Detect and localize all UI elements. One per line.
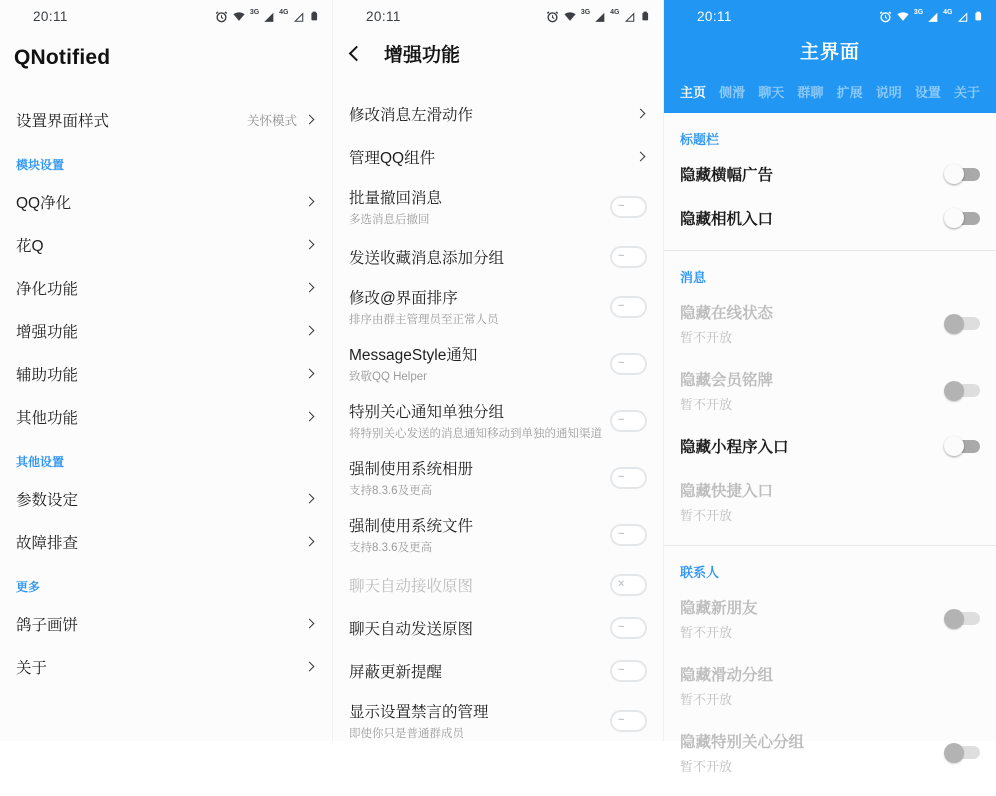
row-sublabel: 支持8.3.6及更高 [349,485,433,497]
row-text [349,400,602,441]
signal-sim1-icon [924,9,939,23]
row-text [349,574,473,596]
battery-icon [309,9,320,23]
screen-enhanced-features [332,0,664,741]
row-label: MessageStyle通知 [349,347,478,364]
row-right [306,327,316,334]
row-label: 隐藏相机入口 [680,211,774,228]
tab-主页[interactable]: 主页 [680,85,707,100]
row-label: 隐藏小程序入口 [680,439,789,456]
row-text [680,435,789,457]
row-text [680,163,773,185]
screen-qnotified-main [0,0,332,741]
row-label: 其他功能 [16,409,79,427]
status-bar [0,0,332,30]
row-label: 修改消息左滑动作 [349,106,474,124]
row-label: 参数设定 [16,491,79,509]
row-label: 特别关心通知单独分组 [349,404,505,421]
row-text [349,660,442,682]
row-label: 显示设置禁言的管理 [349,704,489,721]
tab-群聊[interactable]: 群聊 [797,85,824,100]
row-sublabel: 支持8.3.6及更高 [349,542,433,554]
menu-row[interactable] [0,520,332,563]
section-header: 模块设置 [16,158,65,172]
row-label: 花Q [16,237,44,255]
status-time: 20:11 [366,8,401,24]
blue-header [664,0,996,113]
settings-row[interactable] [664,652,996,719]
signal-sim2-icon [621,9,636,23]
chevron-right-icon [305,412,315,422]
spacer [333,76,663,92]
feature-row[interactable] [333,278,663,335]
feature-row[interactable] [333,392,663,449]
menu-row[interactable] [0,180,332,223]
tab-扩展[interactable]: 扩展 [836,85,863,100]
menu-row[interactable] [0,266,332,309]
row-label: 隐藏快捷入口 [680,483,774,500]
screen-main-ui-settings [664,0,996,774]
section-header: 标题栏 [680,132,720,147]
chevron-right-icon [305,283,315,293]
wifi-icon [232,10,246,23]
status-time: 20:11 [697,8,732,24]
row-label: 聊天自动接收原图 [349,577,474,595]
alarm-icon [215,10,228,23]
row-right [306,413,316,420]
feature-row[interactable] [333,449,663,506]
row-right [306,620,316,627]
row-label: 屏蔽更新提醒 [349,663,443,681]
row-label: 隐藏滑动分组 [680,667,774,684]
feature-row[interactable] [333,506,663,563]
signal-sim1-icon [260,9,275,23]
toggle-switch[interactable]: − [610,246,647,268]
toggle-switch[interactable]: − [610,296,647,318]
toggle-switch[interactable]: − [610,524,647,546]
status-icons [215,9,319,23]
section-header: 更多 [16,580,41,594]
row-sublabel: 暂不开放 [680,508,733,523]
row-right [306,663,316,670]
row-label: 强制使用系统文件 [349,518,474,535]
row-sublabel: 暂不开放 [680,330,733,345]
row-label: 隐藏在线状态 [680,305,774,322]
toggle-thumb [944,381,964,401]
toggle-switch[interactable] [944,164,980,184]
tab-关于[interactable]: 关于 [953,85,980,100]
settings-section [664,546,996,796]
row-right [306,495,316,502]
back-icon[interactable] [349,45,365,61]
menu-row[interactable] [0,223,332,266]
alarm-icon [879,10,892,23]
row-label: 聊天自动发送原图 [349,620,474,638]
row-label: 隐藏会员铭牌 [680,372,774,389]
toggle-switch[interactable]: − [610,617,647,639]
row-text [680,479,773,524]
chevron-right-icon [305,326,315,336]
page-title: 主界面 [799,42,860,63]
row-label: 修改@界面排序 [349,290,458,307]
row-right [247,111,316,129]
row-right [306,241,316,248]
feature-row[interactable] [333,606,663,649]
settings-row[interactable] [664,196,996,240]
status-icons [546,9,650,23]
row-sublabel: 暂不开放 [680,759,733,774]
menu-row[interactable] [0,645,332,688]
tab-设置[interactable]: 设置 [914,85,941,100]
row-label: 增强功能 [16,323,79,341]
row-text [349,457,473,498]
feature-row[interactable] [333,178,663,235]
tab-说明[interactable]: 说明 [875,85,902,100]
toggle-thumb [944,743,964,763]
menu-row[interactable] [0,352,332,395]
feature-row[interactable] [333,92,663,135]
toggle-switch[interactable] [944,381,980,401]
status-icons [879,9,983,23]
signal-sim1-badge: 3G [913,9,924,16]
signal-sim2-icon [290,9,305,23]
wifi-icon [563,10,577,23]
chevron-right-icon [305,619,315,629]
toggle-switch[interactable] [944,436,980,456]
row-label: 关于 [16,659,48,677]
row-text [680,368,773,413]
battery-icon [973,9,984,23]
settings-row[interactable] [664,357,996,424]
feature-row[interactable] [333,335,663,392]
nav-header [333,30,663,76]
status-bar [664,0,996,30]
menu-row[interactable] [0,309,332,352]
signal-sim2-badge: 4G [943,9,953,16]
row-label: 净化功能 [16,280,79,298]
page-title: 增强功能 [384,44,461,66]
settings-row[interactable] [664,585,996,652]
row-value: 关怀模式 [246,113,297,128]
row-label: 隐藏横幅广告 [680,167,774,184]
row-sublabel: 即使你只是普通群成员 [349,728,464,740]
section-header: 消息 [680,270,707,285]
row-label: 发送收藏消息添加分组 [349,249,505,267]
alarm-icon [546,10,559,23]
section-header: 联系人 [680,565,720,580]
toggle-switch[interactable] [944,743,980,763]
chevron-right-icon [305,369,315,379]
toggle-switch[interactable]: − [610,467,647,489]
row-sublabel: 暂不开放 [680,625,733,640]
feature-row[interactable] [333,235,663,278]
settings-row[interactable] [664,719,996,786]
toggle-thumb [944,164,964,184]
menu-row[interactable] [0,477,332,520]
toggle-switch[interactable] [944,208,980,228]
row-label: 隐藏特别关心分组 [680,734,805,751]
menu-row[interactable] [0,602,332,645]
row-label: 强制使用系统相册 [349,461,474,478]
row-sublabel: 将特别关心发送的消息通知移动到单独的通知渠道 [349,428,602,440]
settings-row[interactable] [664,424,996,468]
row-label: 管理QQ组件 [349,149,436,167]
feature-row[interactable] [333,563,663,606]
row-sublabel: 暂不开放 [680,397,733,412]
chevron-right-icon [305,494,315,504]
toggle-thumb [944,436,964,456]
chevron-right-icon [305,197,315,207]
toggle-switch[interactable]: × [610,574,647,596]
toggle-switch[interactable]: − [610,710,647,732]
row-label: 辅助功能 [16,366,79,384]
row-right [306,284,316,291]
menu-row[interactable] [0,395,332,438]
signal-sim1-badge: 3G [249,9,260,16]
row-text [349,514,473,555]
tab-聊天[interactable]: 聊天 [758,85,785,100]
row-sublabel: 排序由群主管理员至正常人员 [349,314,499,326]
chevron-right-icon [636,152,646,162]
settings-row-ui-style[interactable] [0,98,332,141]
toggle-thumb [944,314,964,334]
tab-bar [664,74,996,103]
tab-侧滑[interactable]: 侧滑 [719,85,746,100]
signal-sim2-badge: 4G [610,9,620,16]
row-sublabel: 致敬QQ Helper [349,371,427,383]
row-sublabel: 多选消息后撤回 [349,214,430,226]
battery-icon [640,9,651,23]
row-text [680,730,804,775]
toggle-thumb [944,208,964,228]
toggle-switch[interactable]: − [610,410,647,432]
row-right [306,538,316,545]
row-text [680,301,773,346]
toggle-switch[interactable] [944,314,980,334]
row-text [349,103,473,125]
status-bar [333,0,663,30]
row-text [349,617,473,639]
chevron-right-icon [305,537,315,547]
row-label: QQ净化 [16,194,72,212]
app-title: QNotified [14,46,111,69]
chevron-right-icon [305,240,315,250]
wifi-icon [896,10,910,23]
settings-row[interactable] [664,290,996,357]
row-text [349,146,435,168]
signal-sim1-icon [591,9,606,23]
row-label: 隐藏新朋友 [680,600,758,617]
row-text [349,286,499,327]
toggle-switch[interactable]: − [610,353,647,375]
toggle-switch[interactable] [944,609,980,629]
row-label: 批量撤回消息 [349,190,443,207]
row-sublabel: 暂不开放 [680,692,733,707]
row-right [306,370,316,377]
row-text [680,663,773,708]
signal-sim2-badge: 4G [279,9,289,16]
settings-section [664,251,996,546]
row-label: 故障排查 [16,534,79,552]
toggle-thumb [944,609,964,629]
chevron-right-icon [305,662,315,672]
feature-row[interactable] [333,692,663,749]
signal-sim1-badge: 3G [580,9,591,16]
spacer [0,76,332,98]
row-text [349,700,489,741]
row-text [349,246,504,268]
signal-sim2-icon [954,9,969,23]
row-label: 鸽子画饼 [16,616,79,634]
settings-section [664,113,996,251]
toggle-switch[interactable]: − [610,196,647,218]
row-text [349,186,442,227]
section-header: 其他设置 [16,455,65,469]
feature-row[interactable] [333,135,663,178]
toggle-switch[interactable]: − [610,660,647,682]
settings-row[interactable] [664,468,996,535]
row-text [680,596,758,641]
row-text [349,343,477,384]
chevron-right-icon [305,115,315,125]
chevron-right-icon [636,109,646,119]
settings-row[interactable] [664,152,996,196]
status-time: 20:11 [33,8,68,24]
feature-row[interactable] [333,649,663,692]
row-right [306,198,316,205]
row-label: 设置界面样式 [16,112,110,130]
row-text [680,207,773,229]
